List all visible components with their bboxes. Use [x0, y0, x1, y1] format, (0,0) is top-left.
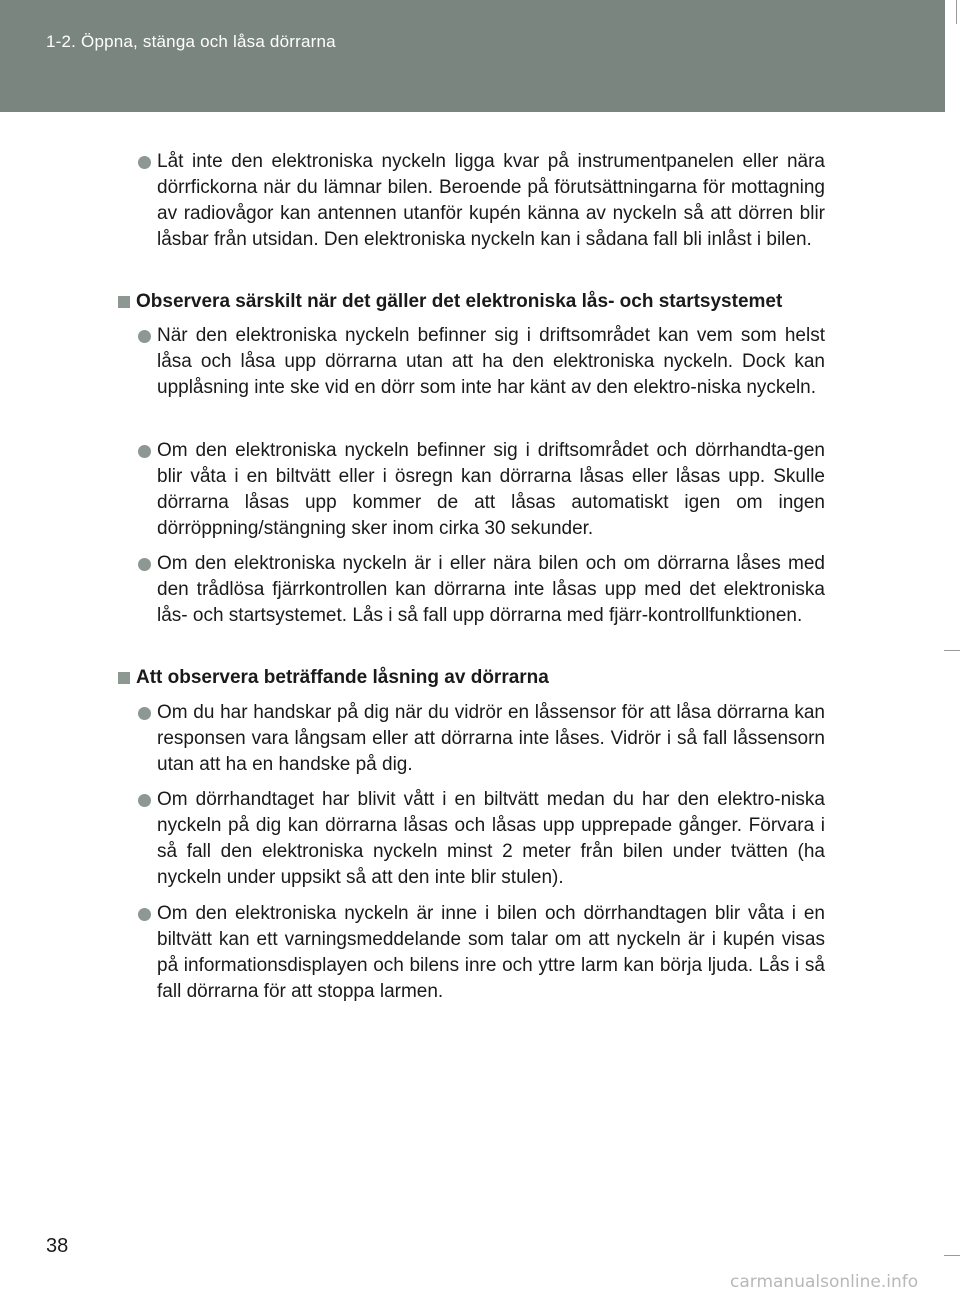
bullet-dot	[138, 445, 151, 458]
bullet-item	[157, 323, 825, 401]
crop-mark-mid	[944, 650, 960, 651]
crop-mark-top	[956, 0, 957, 24]
bullet-dot	[138, 558, 151, 571]
bullet-item	[157, 551, 825, 629]
section-heading-text: Observera särskilt när det gäller det elektroniska lås- och startsystemet	[136, 291, 783, 312]
bullet-text: Om dörrhandtaget har blivit vått i en biltvätt medan du har den elektro-niska nyckeln på dig kan dörrarna låsas och låsas upp upprepade gånger. Förvara i så fall den elektroniska nyckeln minst 2 meter från bilen under tvätten (ha nyckeln under uppsikt så att den inte blir stulen).	[157, 789, 825, 888]
bullet-text: Om den elektroniska nyckeln är i eller nära bilen och om dörrarna låses med den trådlösa fjärrkontrollen kan dörrarna inte låsas upp med det elektroniska lås- och startsystemet. Lås i så fall upp dörrarna med fjärr-kontrollfunktionen.	[157, 553, 825, 626]
bullet-text: Om den elektroniska nyckeln är inne i bilen och dörrhandtagen blir våta i en biltvätt kan ett varningsmeddelande som talar om att nyckeln är i kupén visas på informationsdisplayen och bilens inre och yttre larm kan börja ljuda. Lås i så fall dörrarna för att stoppa larmen.	[157, 903, 825, 1002]
bullet-item	[157, 149, 825, 253]
section-heading	[136, 665, 836, 691]
crop-mark-bottom	[944, 1255, 960, 1256]
bullet-dot	[138, 330, 151, 343]
bullet-dot	[138, 794, 151, 807]
bullet-item	[157, 700, 825, 778]
page-number: 38	[46, 1235, 69, 1257]
bullet-dot	[138, 908, 151, 921]
watermark: carmanualsonline.info	[730, 1272, 919, 1292]
bullet-item	[157, 438, 825, 542]
section-heading-text: Att observera beträffande låsning av dörrarna	[136, 667, 549, 688]
heading-marker	[118, 296, 130, 308]
bullet-item	[157, 901, 825, 1005]
bullet-text: Om du har handskar på dig när du vidrör en låssensor för att låsa dörrarna kan responsen vara långsam eller att dörrarna inte låses. Vidrör i så fall låssensorn utan att ha en handske på dig.	[157, 702, 825, 775]
bullet-text: Låt inte den elektroniska nyckeln ligga kvar på instrumentpanelen eller nära dörrfickorna när du lämnar bilen. Beroende på förutsättningarna för mottagning av radiovågor kan antennen utanför kupén känna av nyckeln så att dörren blir låsbar från utsidan. Den elektroniska nyckeln kan i sådana fall bli inlåst i bilen.	[157, 151, 825, 250]
section-heading	[136, 289, 836, 315]
bullet-text: Om den elektroniska nyckeln befinner sig i driftsområdet och dörrhandta-gen blir våta i en biltvätt eller i ösregn kan dörrarna låsas eller låsas upp. Skulle dörrarna låsas upp kommer de att låsas automatiskt igen om ingen dörröppning/stängning sker inom cirka 30 sekunder.	[157, 440, 825, 539]
page-header	[0, 0, 945, 112]
chapter-title: 1-2. Öppna, stänga och låsa dörrarna	[46, 32, 336, 51]
bullet-dot	[138, 707, 151, 720]
bullet-text: När den elektroniska nyckeln befinner sig i driftsområdet kan vem som helst låsa och låsa upp dörrarna utan att ha den elektroniska nyckeln. Dock kan upplåsning inte ske vid en dörr som inte har känt av den elektro-niska nyckeln.	[157, 325, 825, 398]
heading-marker	[118, 672, 130, 684]
bullet-dot	[138, 156, 151, 169]
bullet-item	[157, 787, 825, 891]
